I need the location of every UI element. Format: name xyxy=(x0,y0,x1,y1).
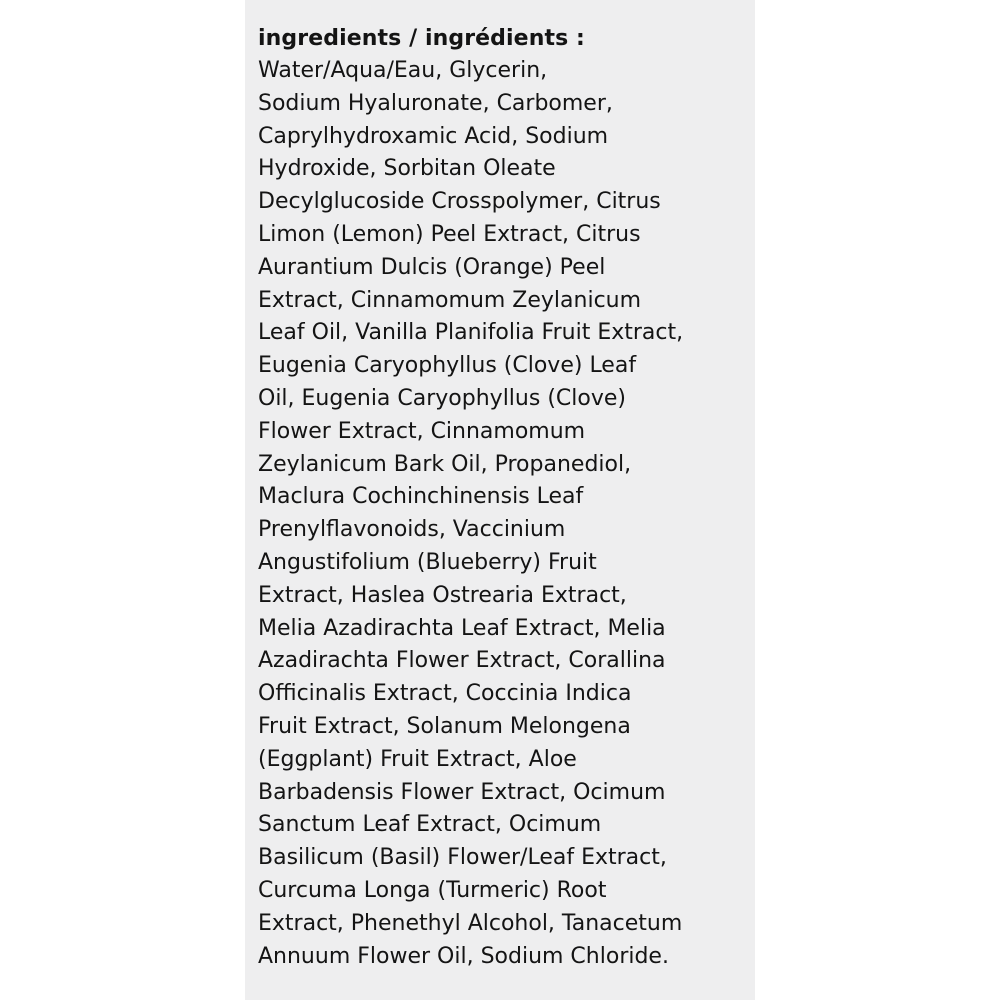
ingredients-line: Limon (Lemon) Peel Extract, Citrus xyxy=(258,221,641,247)
ingredients-line: Extract, Cinnamomum Zeylanicum xyxy=(258,287,642,313)
ingredients-line: Maclura Cochinchinensis Leaf xyxy=(258,484,584,510)
ingredients-line: Sodium Hyaluronate, Carbomer, xyxy=(258,90,613,116)
ingredients-line: Sanctum Leaf Extract, Ocimum xyxy=(258,812,602,838)
ingredients-label-panel xyxy=(245,0,755,1000)
ingredients-line: Azadirachta Flower Extract, Corallina xyxy=(258,648,666,674)
ingredients-block xyxy=(258,22,748,973)
ingredients-heading: ingredients / ingrédients : xyxy=(258,26,585,51)
ingredients-line: Hydroxide, Sorbitan Oleate xyxy=(258,156,556,182)
ingredients-line: Barbadensis Flower Extract, Ocimum xyxy=(258,779,666,805)
ingredients-line: Basilicum (Basil) Flower/Leaf Extract, xyxy=(258,845,667,871)
ingredients-line: Annuum Flower Oil, Sodium Chloride. xyxy=(258,943,669,969)
ingredients-line: Extract, Phenethyl Alcohol, Tanacetum xyxy=(258,910,683,936)
ingredients-line: Leaf Oil, Vanilla Planifolia Fruit Extract, xyxy=(258,320,684,346)
ingredients-line: Extract, Haslea Ostrearia Extract, xyxy=(258,582,627,608)
ingredients-line: Eugenia Caryophyllus (Clove) Leaf xyxy=(258,353,637,379)
ingredients-line: Fruit Extract, Solanum Melongena xyxy=(258,713,631,739)
ingredients-line: Caprylhydroxamic Acid, Sodium xyxy=(258,123,609,149)
ingredients-line: Decylglucoside Crosspolymer, Citrus xyxy=(258,189,661,215)
ingredients-line: Officinalis Extract, Coccinia Indica xyxy=(258,681,632,707)
ingredients-line: Melia Azadirachta Leaf Extract, Melia xyxy=(258,615,666,641)
ingredients-line: Flower Extract, Cinnamomum xyxy=(258,418,586,444)
ingredients-line: Angustifolium (Blueberry) Fruit xyxy=(258,549,597,575)
ingredients-line: Oil, Eugenia Caryophyllus (Clove) xyxy=(258,385,626,411)
ingredients-line: Aurantium Dulcis (Orange) Peel xyxy=(258,254,606,280)
ingredients-line: Zeylanicum Bark Oil, Propanediol, xyxy=(258,451,632,477)
ingredients-line: Water/Aqua/Eau, Glycerin, xyxy=(258,58,548,83)
ingredients-line: Curcuma Longa (Turmeric) Root xyxy=(258,877,607,903)
ingredients-list xyxy=(258,55,748,973)
ingredients-line: (Eggplant) Fruit Extract, Aloe xyxy=(258,746,577,772)
ingredients-line: Prenylflavonoids, Vaccinium xyxy=(258,517,566,543)
